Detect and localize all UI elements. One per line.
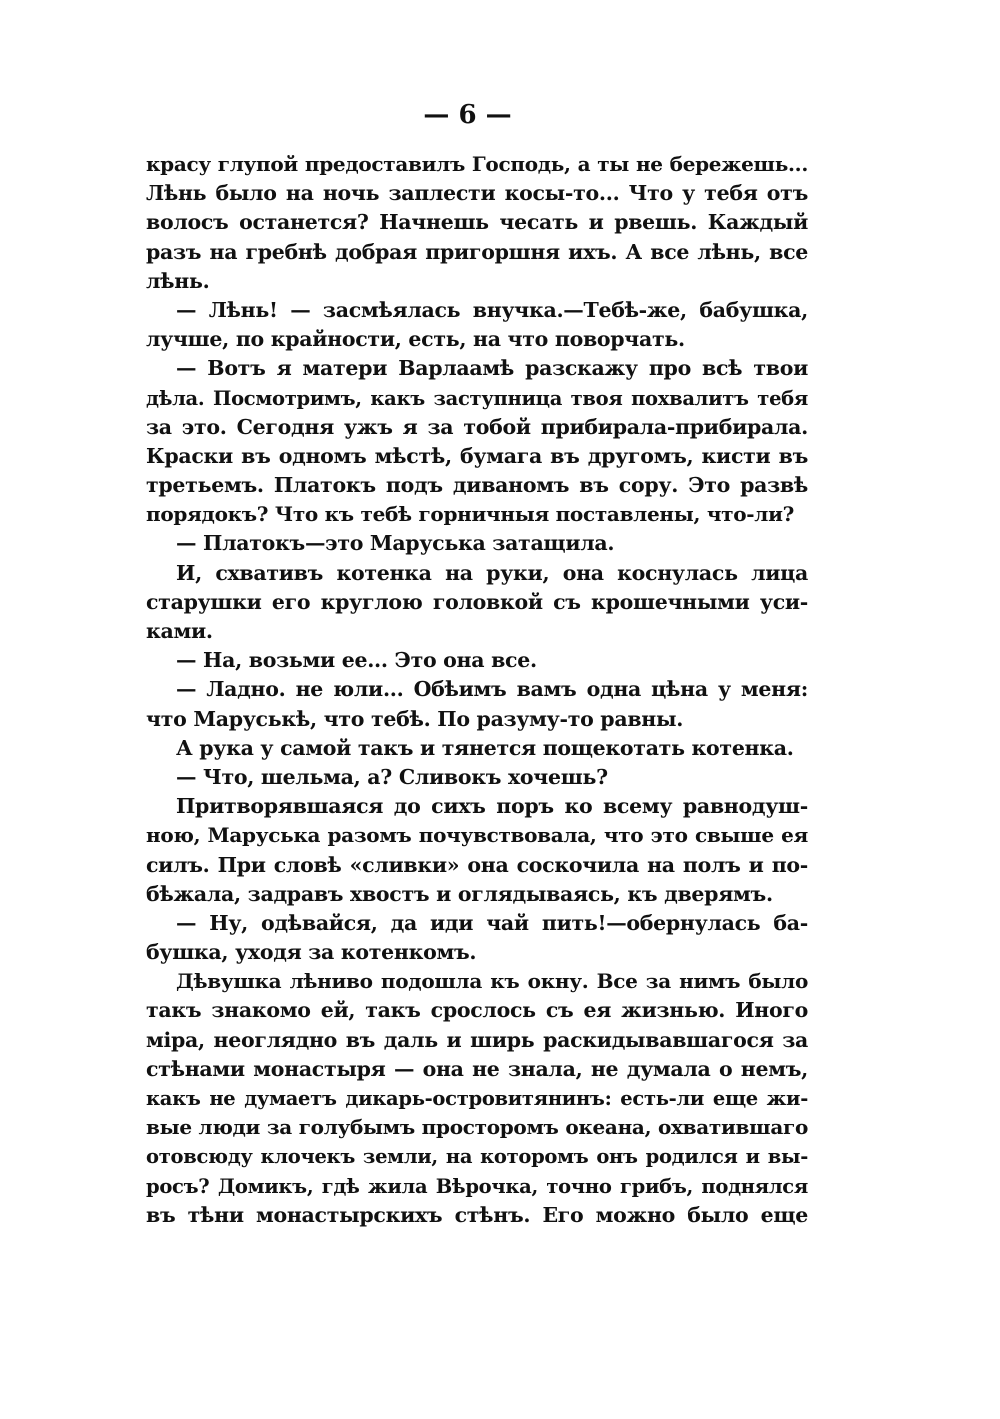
text-line: силъ. При словѣ «сливки» она соскочила на полъ и по-	[146, 852, 808, 877]
text-line: отовсюду клочекъ земли, на которомъ онъ родился и вы-	[146, 1145, 808, 1169]
text-line: — Ладно. не юли... Обѣимъ вамъ одна цѣна у меня:	[176, 677, 808, 702]
text-line: міра, неоглядно въ даль и ширь раскидывавшагося за	[146, 1027, 808, 1052]
text-line: — Что, шельма, а? Сливокъ хочешь?	[176, 764, 608, 789]
text-line: — Платокъ—это Маруська затащила.	[176, 531, 615, 556]
text-line: ками.	[146, 619, 213, 643]
text-line: Дѣвушка лѣниво подошла къ окну. Все за нимъ было	[176, 969, 808, 994]
text-line: вые люди за голубымъ просторомъ океана, охватившаго	[146, 1115, 808, 1140]
text-line: ною, Маруська разомъ почувствовала, что это свыше ея	[146, 823, 808, 848]
text-line: росъ? Домикъ, гдѣ жила Вѣрочка, точно грибъ, поднялся	[146, 1174, 808, 1198]
text-line: волосъ останется? Начнешь чесать и рвешь. Каждый	[146, 210, 808, 235]
text-line: — На, возьми ее... Это она все.	[176, 648, 537, 673]
text-line: лучше, по крайности, есть, на что поворчать.	[146, 327, 685, 352]
text-line: И, схвативъ котенка на руки, она коснулась лица	[176, 560, 808, 585]
text-line: третьемъ. Платокъ подъ диваномъ въ сору. Это развѣ	[146, 473, 808, 498]
text-line: стѣнами монастыря — она не знала, не думала о немъ,	[146, 1056, 808, 1081]
text-line: такъ знакомо ей, такъ срослось съ ея жизнью. Иного	[146, 998, 808, 1023]
page-number: — 6 —	[423, 100, 512, 130]
text-line: бѣжала, задравъ хвостъ и оглядываясь, къ дверямъ.	[146, 881, 773, 906]
text-line: Лѣнь было на ночь заплести косы-то... Что у тебя отъ	[146, 181, 808, 206]
text-line: лѣнь.	[146, 268, 210, 293]
text-line: разъ на гребнѣ добрая пригоршня ихъ. А все лѣнь, все	[146, 239, 808, 264]
text-line: А рука у самой такъ и тянется пощекотать котенка.	[176, 735, 794, 760]
text-line: Притворявшаяся до сихъ поръ ко всему равнодуш-	[176, 794, 808, 819]
text-line: какъ не думаетъ дикарь-островитянинъ: есть-ли еще жи-	[146, 1087, 808, 1110]
text-line: въ тѣни монастырскихъ стѣнъ. Его можно было еще	[146, 1202, 808, 1227]
text-line: — Вотъ я матери Варлаамѣ разскажу про всѣ твои	[176, 356, 808, 381]
text-line: дѣла. Посмотримъ, какъ заступница твоя похвалитъ тебя	[146, 386, 808, 410]
text-line: Краски въ одномъ мѣстѣ, бумага въ другомъ, кисти въ	[146, 443, 808, 468]
text-line: — Лѣнь! — засмѣялась внучка.—Тебѣ-же, бабушка,	[176, 297, 808, 322]
text-line: бушка, уходя за котенкомъ.	[146, 940, 477, 965]
body-text	[146, 150, 808, 1230]
text-line: старушки его круглою головкой съ крошечными уси-	[146, 589, 808, 614]
text-line: — Ну, одѣвайся, да иди чай пить!—обернулась ба-	[176, 910, 808, 935]
text-line: красу глупой предоставилъ Господь, а ты не бережешь...	[146, 152, 808, 176]
text-line: за это. Сегодня ужъ я за тобой прибирала-прибирала.	[146, 414, 808, 439]
text-line: порядокъ? Что къ тебѣ горничныя поставлены, что-ли?	[146, 502, 795, 527]
text-line: что Маруськѣ, что тебѣ. По разуму-то равны.	[146, 706, 684, 731]
